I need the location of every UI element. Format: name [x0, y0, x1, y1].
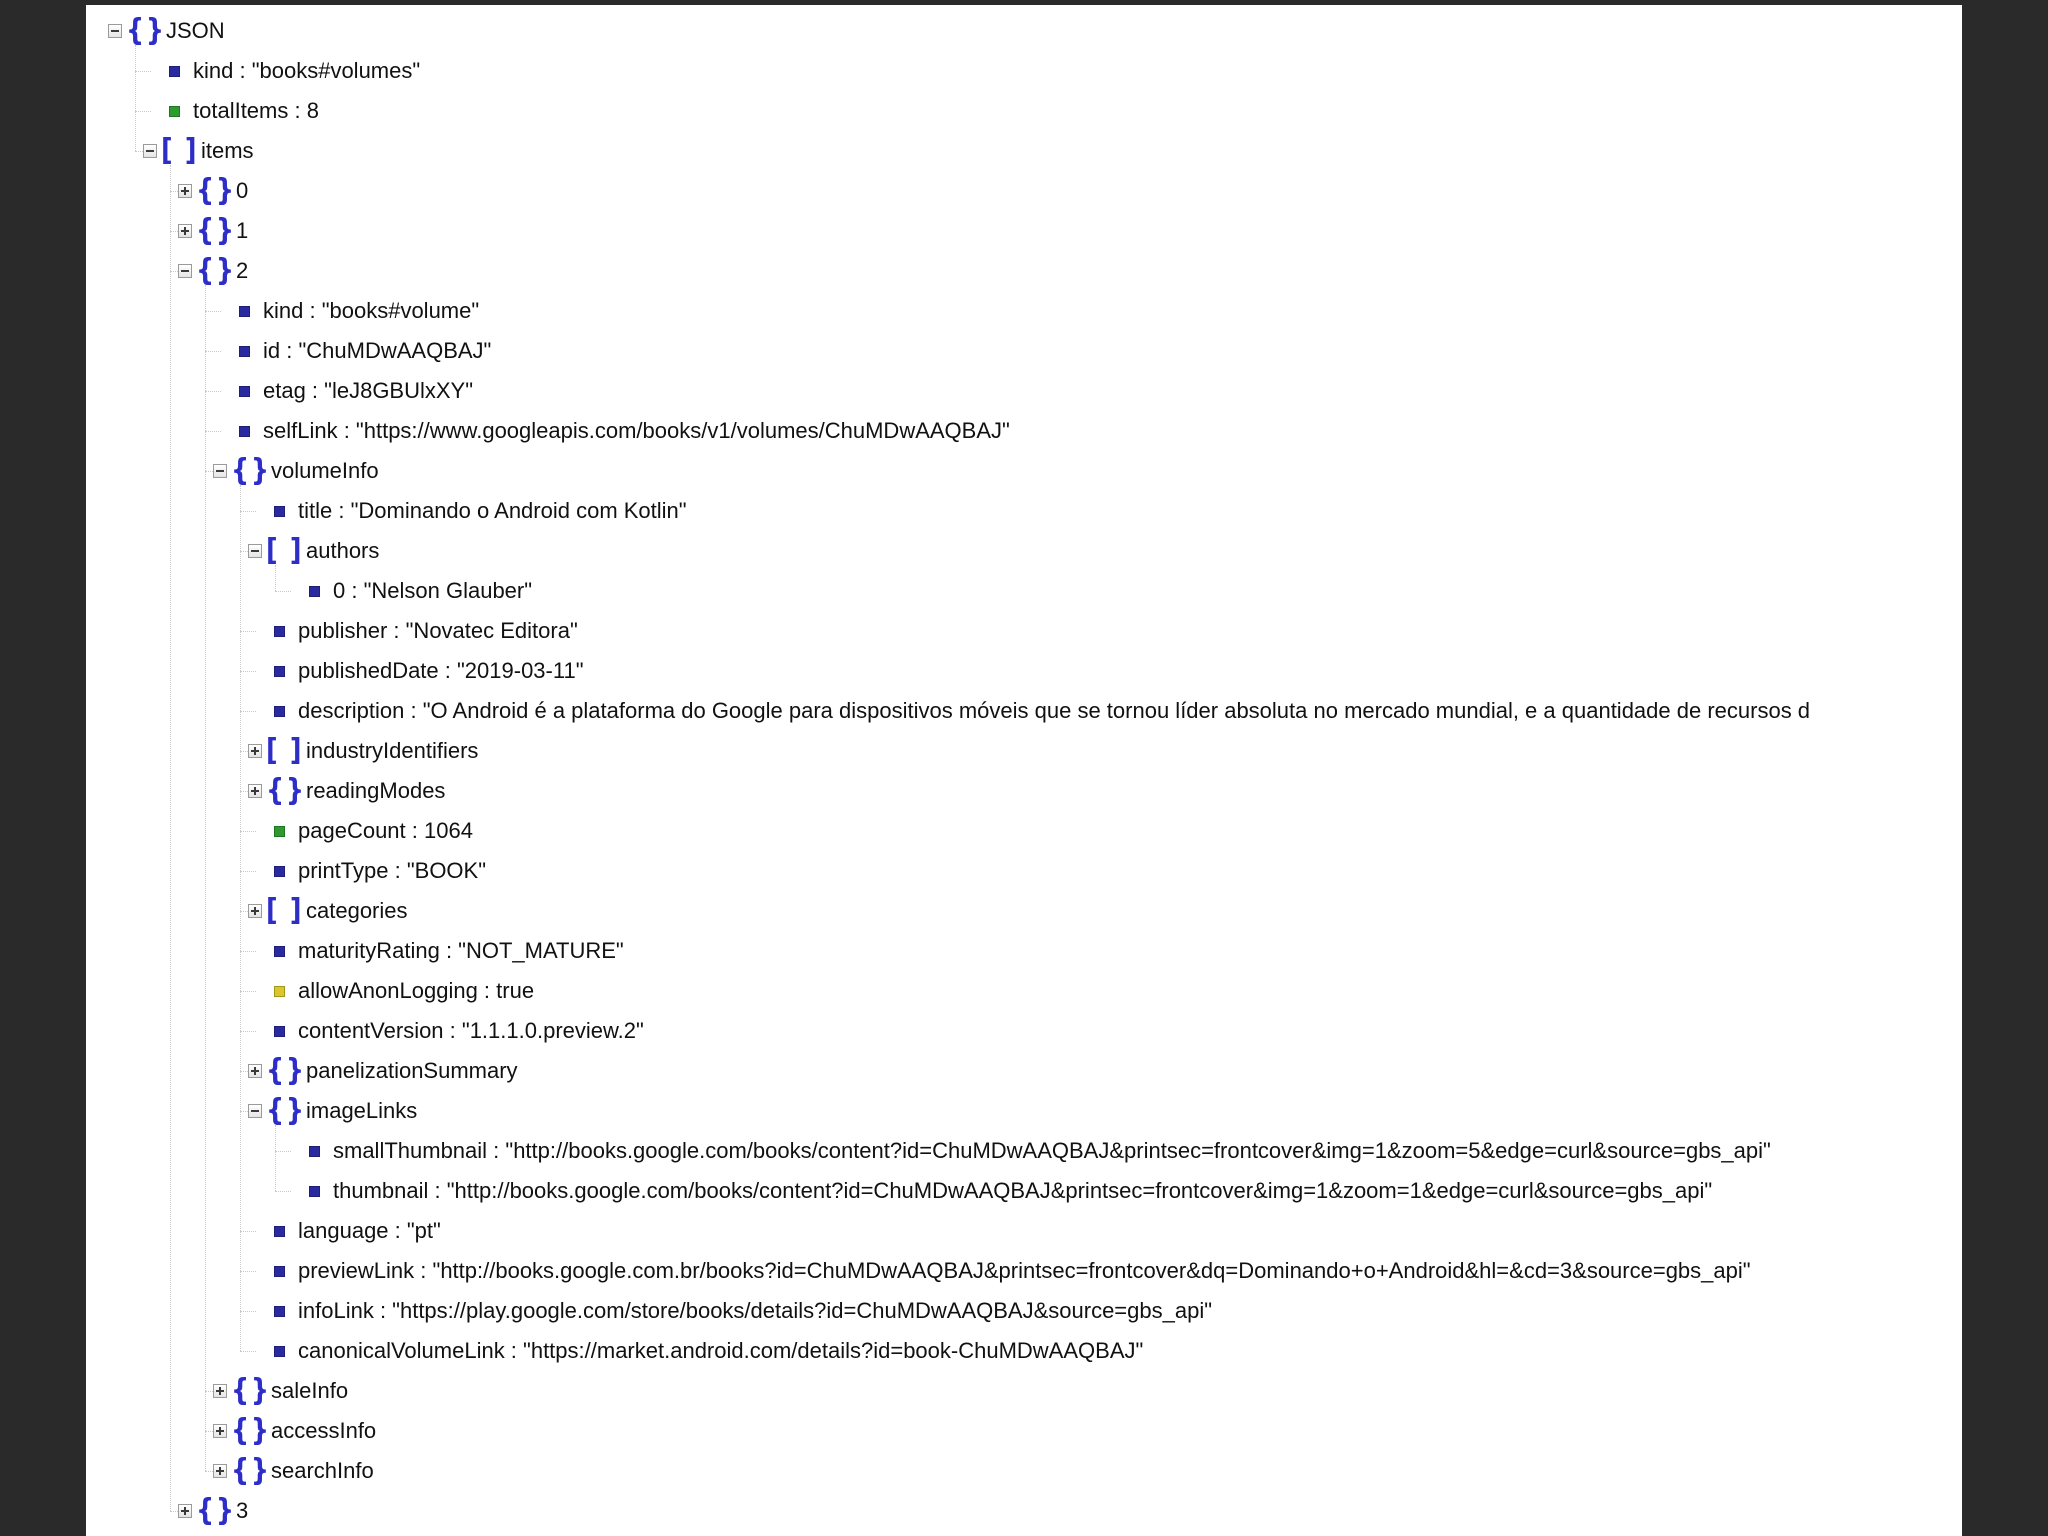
tree-leaf-kind: [86, 291, 1962, 331]
tree-leaf-label: totalItems : 8: [193, 98, 319, 123]
tree-guide-line: [240, 1231, 256, 1232]
tree-leaf-0: [86, 571, 1962, 611]
string-value-icon: [274, 1306, 285, 1317]
tree-guide-line: [240, 711, 256, 712]
object-braces-icon: {}: [231, 1453, 271, 1488]
tree-node-panelizationsummary[interactable]: [86, 1051, 1962, 1091]
tree-node-label[interactable]: accessInfo: [271, 1418, 377, 1443]
tree-node-saleinfo[interactable]: [86, 1371, 1962, 1411]
tree-node-label[interactable]: panelizationSummary: [306, 1058, 518, 1083]
tree-leaf-label: smallThumbnail : "http://books.google.com/books/content?id=ChuMDwAAQBAJ&printsec=frontcover&img=1&zoom=5&edge=curl&source=gbs_api": [333, 1138, 1771, 1163]
string-value-icon: [169, 66, 180, 77]
string-value-icon: [274, 946, 285, 957]
tree-node-label[interactable]: searchInfo: [271, 1458, 374, 1483]
expand-toggle-icon[interactable]: [248, 1064, 262, 1078]
tree-guide-line: [240, 511, 256, 512]
object-braces-icon: {}: [266, 773, 306, 808]
tree-node-industryidentifiers[interactable]: [86, 731, 1962, 771]
tree-node-volumeinfo[interactable]: [86, 451, 1962, 491]
tree-leaf-totalitems: [86, 91, 1962, 131]
tree-guide-line: [240, 671, 256, 672]
object-braces-icon: {}: [196, 213, 236, 248]
expand-toggle-icon[interactable]: [178, 224, 192, 238]
array-brackets-icon: [ ]: [266, 733, 304, 768]
collapse-toggle-icon[interactable]: [108, 24, 122, 38]
number-value-icon: [274, 826, 285, 837]
array-brackets-icon: [ ]: [161, 133, 199, 168]
tree-guide-line: [135, 71, 151, 72]
string-value-icon: [239, 386, 250, 397]
string-value-icon: [239, 346, 250, 357]
tree-leaf-selflink: [86, 411, 1962, 451]
tree-leaf-label: id : "ChuMDwAAQBAJ": [263, 338, 492, 363]
expand-toggle-icon[interactable]: [248, 784, 262, 798]
tree-guide-line: [135, 45, 136, 151]
object-braces-icon: {}: [126, 13, 166, 48]
expand-toggle-icon[interactable]: [178, 1504, 192, 1518]
tree-node-label[interactable]: 1: [236, 218, 249, 243]
tree-guide-line: [240, 991, 256, 992]
expand-toggle-icon[interactable]: [178, 184, 192, 198]
tree-leaf-label: publisher : "Novatec Editora": [298, 618, 578, 643]
tree-guide-line: [205, 311, 221, 312]
tree-leaf-label: title : "Dominando o Android com Kotlin": [298, 498, 687, 523]
string-value-icon: [274, 1026, 285, 1037]
collapse-toggle-icon[interactable]: [248, 1104, 262, 1118]
tree-guide-line: [240, 1351, 256, 1352]
tree-node-label[interactable]: 0: [236, 178, 249, 203]
boolean-value-icon: [274, 986, 285, 997]
tree-leaf-pagecount: [86, 811, 1962, 851]
tree-node-label[interactable]: 2: [236, 258, 249, 283]
tree-leaf-label: publishedDate : "2019-03-11": [298, 658, 584, 683]
tree-node-label[interactable]: categories: [306, 898, 408, 923]
tree-leaf-thumbnail: [86, 1171, 1962, 1211]
string-value-icon: [274, 1226, 285, 1237]
tree-node-3[interactable]: [86, 1491, 1962, 1531]
string-value-icon: [274, 626, 285, 637]
collapse-toggle-icon[interactable]: [213, 464, 227, 478]
expand-toggle-icon[interactable]: [213, 1424, 227, 1438]
tree-guide-line: [240, 1031, 256, 1032]
tree-node-accessinfo[interactable]: [86, 1411, 1962, 1451]
collapse-toggle-icon[interactable]: [178, 264, 192, 278]
tree-node-json[interactable]: [86, 11, 1962, 51]
tree-guide-line: [170, 165, 171, 1511]
tree-node-label[interactable]: 3: [236, 1498, 249, 1523]
collapse-toggle-icon[interactable]: [143, 144, 157, 158]
string-value-icon: [309, 1186, 320, 1197]
array-brackets-icon: [ ]: [266, 893, 304, 928]
tree-leaf-label: description : "O Android é a plataforma do Google para dispositivos móveis que se tornou líder absoluta no mercado mundial, e a quantidade de recursos d: [298, 698, 1811, 723]
tree-guide-line: [240, 631, 256, 632]
tree-leaf-id: [86, 331, 1962, 371]
tree-leaf-smallthumbnail: [86, 1131, 1962, 1171]
collapse-toggle-icon[interactable]: [248, 544, 262, 558]
object-braces-icon: {}: [266, 1093, 306, 1128]
tree-guide-line: [205, 431, 221, 432]
object-braces-icon: {}: [196, 1493, 236, 1528]
tree-node-label[interactable]: saleInfo: [271, 1378, 349, 1403]
tree-leaf-label: previewLink : "http://books.google.com.br/books?id=ChuMDwAAQBAJ&printsec=frontcover&dq=Dominando+o+Android&hl=&cd=3&source=gbs_api": [298, 1258, 1751, 1283]
tree-node-categories[interactable]: [86, 891, 1962, 931]
tree-guide-line: [240, 951, 256, 952]
string-value-icon: [274, 866, 285, 877]
string-value-icon: [274, 666, 285, 677]
tree-leaf-publisheddate: [86, 651, 1962, 691]
tree-leaf-label: infoLink : "https://play.google.com/store/books/details?id=ChuMDwAAQBAJ&source=gbs_api": [298, 1298, 1213, 1323]
tree-leaf-maturityrating: [86, 931, 1962, 971]
tree-guide-line: [275, 591, 291, 592]
tree-leaf-description: [86, 691, 1962, 731]
tree-leaf-etag: [86, 371, 1962, 411]
tree-leaf-infolink: [86, 1291, 1962, 1331]
tree-leaf-publisher: [86, 611, 1962, 651]
tree-node-authors[interactable]: [86, 531, 1962, 571]
string-value-icon: [274, 706, 285, 717]
tree-node-imagelinks[interactable]: [86, 1091, 1962, 1131]
tree-guide-line: [275, 1151, 291, 1152]
string-value-icon: [274, 1266, 285, 1277]
tree-leaf-language: [86, 1211, 1962, 1251]
tree-guide-line: [275, 1125, 276, 1191]
tree-guide-line: [275, 565, 276, 591]
array-brackets-icon: [ ]: [266, 533, 304, 568]
tree-leaf-canonicalvolumelink: [86, 1331, 1962, 1371]
object-braces-icon: {}: [231, 1413, 271, 1448]
number-value-icon: [169, 106, 180, 117]
tree-node-readingmodes[interactable]: [86, 771, 1962, 811]
string-value-icon: [239, 306, 250, 317]
tree-leaf-label: language : "pt": [298, 1218, 441, 1243]
tree-node-2[interactable]: [86, 251, 1962, 291]
string-value-icon: [274, 506, 285, 517]
tree-leaf-previewlink: [86, 1251, 1962, 1291]
tree-node-label[interactable]: items: [201, 138, 254, 163]
tree-guide-line: [135, 111, 151, 112]
tree-guide-line: [240, 1311, 256, 1312]
tree-leaf-label: pageCount : 1064: [298, 818, 473, 843]
tree-guide-line: [205, 285, 206, 1471]
expand-toggle-icon[interactable]: [248, 744, 262, 758]
tree-leaf-printtype: [86, 851, 1962, 891]
tree-leaf-label: 0 : "Nelson Glauber": [333, 578, 533, 603]
expand-toggle-icon[interactable]: [213, 1384, 227, 1398]
json-viewer-panel: [86, 5, 1962, 1536]
tree-leaf-label: thumbnail : "http://books.google.com/books/content?id=ChuMDwAAQBAJ&printsec=frontcover&img=1&zoom=1&edge=curl&source=gbs_api": [333, 1178, 1713, 1203]
tree-node-label[interactable]: volumeInfo: [271, 458, 379, 483]
json-tree: [86, 5, 1962, 1536]
tree-node-label[interactable]: readingModes: [306, 778, 446, 803]
expand-toggle-icon[interactable]: [213, 1464, 227, 1478]
tree-guide-line: [205, 351, 221, 352]
tree-leaf-allowanonlogging: [86, 971, 1962, 1011]
tree-node-0[interactable]: [86, 171, 1962, 211]
tree-node-label[interactable]: JSON: [166, 18, 225, 43]
tree-guide-line: [240, 831, 256, 832]
tree-leaf-contentversion: [86, 1011, 1962, 1051]
tree-node-label[interactable]: authors: [306, 538, 380, 563]
string-value-icon: [274, 1346, 285, 1357]
tree-leaf-kind: [86, 51, 1962, 91]
tree-guide-line: [240, 871, 256, 872]
tree-node-searchinfo[interactable]: [86, 1451, 1962, 1491]
tree-node-label[interactable]: imageLinks: [306, 1098, 418, 1123]
string-value-icon: [239, 426, 250, 437]
tree-leaf-title: [86, 491, 1962, 531]
tree-leaf-label: kind : "books#volume": [263, 298, 480, 323]
tree-leaf-label: allowAnonLogging : true: [298, 978, 535, 1003]
expand-toggle-icon[interactable]: [248, 904, 262, 918]
tree-leaf-label: kind : "books#volumes": [193, 58, 421, 83]
object-braces-icon: {}: [196, 173, 236, 208]
tree-leaf-label: maturityRating : "NOT_MATURE": [298, 938, 624, 963]
tree-node-label[interactable]: industryIdentifiers: [306, 738, 479, 763]
tree-leaf-label: selfLink : "https://www.googleapis.com/books/v1/volumes/ChuMDwAAQBAJ": [263, 418, 1010, 443]
tree-leaf-label: printType : "BOOK": [298, 858, 487, 883]
tree-guide-line: [240, 485, 241, 1351]
tree-node-1[interactable]: [86, 211, 1962, 251]
tree-leaf-label: contentVersion : "1.1.1.0.preview.2": [298, 1018, 644, 1043]
tree-leaf-label: canonicalVolumeLink : "https://market.android.com/details?id=book-ChuMDwAAQBAJ": [298, 1338, 1144, 1363]
object-braces-icon: {}: [196, 253, 236, 288]
tree-node-items[interactable]: [86, 131, 1962, 171]
tree-guide-line: [205, 391, 221, 392]
tree-guide-line: [275, 1191, 291, 1192]
object-braces-icon: {}: [231, 453, 271, 488]
tree-leaf-label: etag : "leJ8GBUlxXY": [263, 378, 474, 403]
object-braces-icon: {}: [266, 1053, 306, 1088]
tree-guide-line: [240, 1271, 256, 1272]
string-value-icon: [309, 586, 320, 597]
object-braces-icon: {}: [231, 1373, 271, 1408]
string-value-icon: [309, 1146, 320, 1157]
